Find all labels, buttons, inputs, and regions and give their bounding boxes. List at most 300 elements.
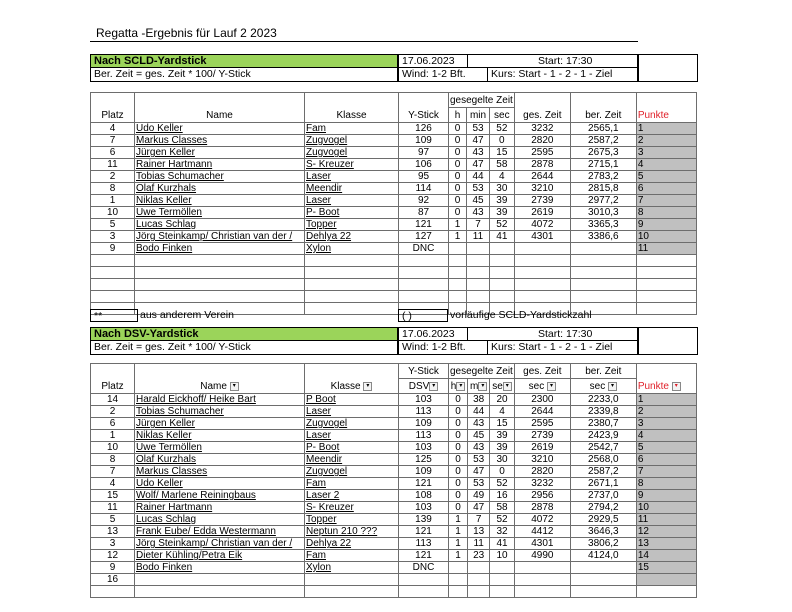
cell-punkte: 13 [636, 538, 696, 550]
cell-sec: 4 [490, 406, 515, 418]
col-name[interactable]: Name ▾ [135, 364, 305, 394]
empty-cell [449, 255, 467, 267]
cell-ber-zeit: 2587,2 [570, 466, 636, 478]
cell-platz: 12 [91, 550, 135, 562]
cell-sec: 32 [490, 526, 515, 538]
col-h: h [449, 108, 467, 123]
col-punkte[interactable]: Punkte ▾ [636, 364, 696, 394]
cell-punkte: 11 [636, 243, 696, 255]
empty-cell [305, 586, 399, 598]
cell-min: 7 [468, 514, 490, 526]
cell-punkte: 7 [636, 195, 696, 207]
table-row [91, 514, 697, 526]
cell-platz: 6 [91, 147, 135, 159]
cell-min: 38 [468, 394, 490, 406]
cell-min [468, 562, 490, 574]
filter-dropdown-icon[interactable]: ▾ [503, 382, 512, 391]
col-min[interactable]: m ▾ [468, 379, 490, 394]
cell-klasse: Dehlya 22 [305, 538, 399, 550]
table-row [91, 442, 697, 454]
empty-cell [490, 586, 515, 598]
cell-min: 44 [467, 171, 490, 183]
empty-cell [135, 255, 305, 267]
cell-min: 45 [467, 195, 490, 207]
cell-ystick: 109 [399, 466, 449, 478]
cell-klasse: Dehlya 22 [305, 231, 399, 243]
start-cell: Start: 17:30 [468, 54, 638, 68]
filter-dropdown-icon[interactable]: ▾ [547, 382, 556, 391]
cell-platz: 1 [91, 195, 135, 207]
cell-ber-zeit: 2815,8 [570, 183, 636, 195]
cell-punkte: 10 [636, 502, 696, 514]
table-row [91, 147, 697, 159]
col-punkte: Punkte [636, 93, 696, 123]
header-row [91, 364, 697, 379]
cell-ystick: 114 [399, 183, 449, 195]
cell-name: Jürgen Keller [135, 147, 305, 159]
results-table-dsv [90, 363, 697, 598]
empty-cell [449, 279, 467, 291]
wind-cell: Wind: 1-2 Bft. [398, 68, 488, 82]
cell-ges-zeit: 2300 [514, 394, 570, 406]
empty-cell [91, 291, 135, 303]
cell-platz: 4 [91, 478, 135, 490]
cell-punkte [636, 574, 696, 586]
empty-cell [489, 267, 514, 279]
cell-platz: 14 [91, 394, 135, 406]
cell-name: Jörg Steinkamp/ Christian van der / [135, 231, 305, 243]
cell-ber-zeit: 3365,3 [570, 219, 636, 231]
cell-platz: 9 [91, 562, 135, 574]
col-sec: sec [489, 108, 514, 123]
empty-cell [570, 291, 636, 303]
cell-min: 53 [468, 478, 490, 490]
page-title: Regatta -Ergebnis für Lauf 2 2023 [96, 26, 277, 40]
cell-ber-zeit: 2565,1 [570, 123, 636, 135]
title-divider [90, 41, 638, 42]
section-heading: Nach DSV-Yardstick [94, 328, 199, 340]
cell-h: 0 [449, 207, 467, 219]
filter-dropdown-icon[interactable]: ▾ [478, 382, 487, 391]
cell-h: 1 [449, 538, 468, 550]
table-row [91, 430, 697, 442]
cell-ges-zeit: 4412 [514, 526, 570, 538]
cell-min: 44 [468, 406, 490, 418]
cell-platz: 10 [91, 442, 135, 454]
empty-cell [91, 586, 135, 598]
cell-ystick: 97 [399, 147, 449, 159]
cell-ber-zeit: 2794,2 [570, 502, 636, 514]
cell-ges-zeit [514, 243, 570, 255]
cell-name: Niklas Keller [135, 430, 305, 442]
section-heading-bar [90, 54, 398, 68]
empty-cell [449, 267, 467, 279]
cell-klasse: Laser [305, 430, 399, 442]
empty-cell [305, 291, 399, 303]
cell-punkte: 4 [636, 159, 696, 171]
cell-platz: 9 [91, 243, 135, 255]
cell-sec [489, 243, 514, 255]
col-ystick: Y-Stick [399, 364, 449, 379]
cell-ystick: 121 [399, 550, 449, 562]
cell-h: 0 [449, 394, 468, 406]
cell-name: Jürgen Keller [135, 418, 305, 430]
cell-klasse: P- Boot [305, 207, 399, 219]
cell-name: Bodo Finken [135, 243, 305, 255]
cell-ges-zeit [514, 562, 570, 574]
cell-ystick: 113 [399, 406, 449, 418]
cell-name: Markus Classes [135, 135, 305, 147]
cell-ber-zeit: 2929,5 [570, 514, 636, 526]
table-row [91, 183, 697, 195]
table-row [91, 490, 697, 502]
table-row [91, 574, 697, 586]
col-ystick: Y-Stick [399, 93, 449, 123]
cell-ber-zeit: 2568,0 [570, 454, 636, 466]
col-dsv[interactable]: DSV ▾ [399, 379, 449, 394]
cell-ber-zeit: 3806,2 [570, 538, 636, 550]
table-row [91, 502, 697, 514]
empty-cell [570, 255, 636, 267]
cell-name: Jörg Steinkamp/ Christian van der / [135, 538, 305, 550]
cell-klasse: P- Boot [305, 442, 399, 454]
cell-min: 47 [467, 159, 490, 171]
empty-cell [636, 267, 696, 279]
cell-min: 43 [468, 442, 490, 454]
cell-ber-zeit: 2783,2 [570, 171, 636, 183]
empty-cell [636, 291, 696, 303]
cell-h: 0 [449, 442, 468, 454]
empty-cell [570, 586, 636, 598]
empty-cell [135, 267, 305, 279]
filter-dropdown-icon[interactable]: ▾ [429, 382, 438, 391]
table-row [91, 207, 697, 219]
cell-ystick: 108 [399, 490, 449, 502]
cell-ystick: DNC [399, 243, 449, 255]
section-heading-bar [90, 327, 398, 341]
empty-cell [514, 279, 570, 291]
cell-ber-zeit [570, 574, 636, 586]
cell-klasse: Xylon [305, 562, 399, 574]
cell-ges-zeit: 2619 [514, 207, 570, 219]
filter-dropdown-icon[interactable]: ▾ [456, 382, 465, 391]
cell-name: Lucas Schlag [135, 219, 305, 231]
cell-h [449, 562, 468, 574]
table-row [91, 478, 697, 490]
empty-cell [399, 279, 449, 291]
cell-h: 0 [449, 183, 467, 195]
cell-punkte: 2 [636, 135, 696, 147]
cell-ber-zeit: 3386,6 [570, 231, 636, 243]
cell-sec: 58 [490, 502, 515, 514]
cell-name: Frank Eube/ Edda Westermann [135, 526, 305, 538]
cell-name: Tobias Schumacher [135, 406, 305, 418]
cell-h: 1 [449, 231, 467, 243]
empty-cell [636, 586, 696, 598]
empty-row [91, 255, 697, 267]
cell-platz: 4 [91, 123, 135, 135]
table-row [91, 454, 697, 466]
col-min: min [467, 108, 490, 123]
col-gesegelte-zeit: gesegelte Zeit [449, 364, 515, 379]
cell-h: 0 [449, 123, 467, 135]
cell-ystick: 92 [399, 195, 449, 207]
cell-name: Udo Keller [135, 123, 305, 135]
cell-sec: 20 [490, 394, 515, 406]
cell-ges-zeit: 4990 [514, 550, 570, 562]
cell-name: Uwe Termöllen [135, 442, 305, 454]
col-ber-zeit: ber. Zeit [570, 93, 636, 123]
cell-name: Markus Classes [135, 466, 305, 478]
cell-h: 0 [449, 502, 468, 514]
cell-h: 0 [449, 418, 468, 430]
empty-row [91, 267, 697, 279]
cell-platz: 2 [91, 171, 135, 183]
table-row [91, 538, 697, 550]
cell-platz: 5 [91, 219, 135, 231]
cell-platz: 8 [91, 183, 135, 195]
cell-klasse: Meendir [305, 183, 399, 195]
cell-h [449, 574, 468, 586]
cell-klasse: S- Kreuzer [305, 502, 399, 514]
table-row [91, 466, 697, 478]
cell-sec: 52 [490, 514, 515, 526]
formula-cell: Ber. Zeit = ges. Zeit * 100/ Y-Stick [90, 68, 398, 82]
table-row [91, 550, 697, 562]
cell-sec: 0 [489, 135, 514, 147]
cell-platz: 11 [91, 159, 135, 171]
cell-ges-zeit: 2878 [514, 502, 570, 514]
cell-h: 1 [449, 514, 468, 526]
cell-ges-zeit: 4301 [514, 538, 570, 550]
cell-ystick: 113 [399, 430, 449, 442]
cell-min: 43 [467, 207, 490, 219]
cell-platz: 7 [91, 135, 135, 147]
cell-min: 47 [468, 466, 490, 478]
course-cell: Kurs: Start - 1 - 2 - 1 - Ziel [488, 341, 638, 355]
cell-min: 49 [468, 490, 490, 502]
cell-punkte: 8 [636, 207, 696, 219]
cell-ges-zeit [514, 574, 570, 586]
col-klasse: Klasse [305, 93, 399, 123]
cell-sec: 41 [489, 231, 514, 243]
empty-cell [467, 255, 490, 267]
empty-cell [305, 255, 399, 267]
cell-klasse: Zugvogel [305, 418, 399, 430]
col-klasse[interactable]: Klasse ▾ [305, 364, 399, 394]
cell-sec: 39 [489, 207, 514, 219]
cell-sec: 52 [489, 123, 514, 135]
cell-h: 1 [449, 219, 467, 231]
cell-h: 0 [449, 159, 467, 171]
cell-min: 43 [467, 147, 490, 159]
cell-min: 45 [468, 430, 490, 442]
cell-ystick: 87 [399, 207, 449, 219]
col-platz[interactable]: Platz [91, 364, 135, 394]
cell-sec: 15 [489, 147, 514, 159]
cell-ystick: 103 [399, 502, 449, 514]
cell-h: 1 [449, 550, 468, 562]
cell-klasse: Laser [305, 195, 399, 207]
empty-cell [636, 303, 696, 315]
col-sec[interactable]: se ▾ [490, 379, 515, 394]
col-ges-sec[interactable]: sec ▾ [514, 379, 570, 394]
empty-cell [449, 586, 468, 598]
table-row [91, 562, 697, 574]
cell-klasse: Meendir [305, 454, 399, 466]
cell-ber-zeit: 3646,3 [570, 526, 636, 538]
filter-dropdown-icon[interactable]: ▾ [672, 382, 681, 391]
table-row [91, 171, 697, 183]
cell-platz: 2 [91, 406, 135, 418]
empty-cell [399, 586, 449, 598]
cell-min: 23 [468, 550, 490, 562]
table-row [91, 123, 697, 135]
cell-ystick: DNC [399, 562, 449, 574]
cell-ber-zeit: 2380,7 [570, 418, 636, 430]
cell-name: Olaf Kurzhals [135, 183, 305, 195]
empty-cell [399, 291, 449, 303]
cell-klasse: S- Kreuzer [305, 159, 399, 171]
cell-punkte: 1 [636, 394, 696, 406]
cell-punkte: 6 [636, 183, 696, 195]
cell-ber-zeit: 2339,8 [570, 406, 636, 418]
cell-ges-zeit: 2595 [514, 418, 570, 430]
cell-ber-zeit: 2715,1 [570, 159, 636, 171]
cell-min: 11 [467, 231, 490, 243]
cell-sec: 52 [490, 478, 515, 490]
cell-klasse: P Boot [305, 394, 399, 406]
cell-min: 53 [468, 454, 490, 466]
note-star-text: aus anderem Verein [140, 309, 234, 321]
empty-cell [636, 279, 696, 291]
cell-ges-zeit: 2644 [514, 171, 570, 183]
empty-cell [570, 267, 636, 279]
cell-ges-zeit: 2595 [514, 147, 570, 159]
cell-ystick: 126 [399, 123, 449, 135]
empty-cell [305, 303, 399, 315]
cell-platz: 10 [91, 207, 135, 219]
cell-h [449, 243, 467, 255]
cell-klasse: Topper [305, 514, 399, 526]
cell-ystick: 103 [399, 442, 449, 454]
cell-min: 7 [467, 219, 490, 231]
filter-dropdown-icon[interactable]: ▾ [230, 382, 239, 391]
cell-sec: 41 [490, 538, 515, 550]
cell-name [135, 574, 305, 586]
cell-punkte: 14 [636, 550, 696, 562]
note-star-box: ** [90, 309, 138, 322]
cell-punkte: 15 [636, 562, 696, 574]
cell-name: Wolf/ Marlene Reiningbaus [135, 490, 305, 502]
cell-ber-zeit: 2977,2 [570, 195, 636, 207]
col-name: Name [135, 93, 305, 123]
col-h[interactable]: h ▾ [449, 379, 468, 394]
header-row [91, 93, 697, 108]
course-cell: Kurs: Start - 1 - 2 - 1 - Ziel [488, 68, 638, 82]
date-cell: 17.06.2023 [398, 327, 468, 341]
cell-sec [490, 574, 515, 586]
empty-cell [468, 586, 490, 598]
cell-punkte: 8 [636, 478, 696, 490]
cell-min [467, 243, 490, 255]
cell-ber-zeit [570, 243, 636, 255]
cell-sec: 10 [490, 550, 515, 562]
empty-cell [489, 291, 514, 303]
cell-klasse: Laser [305, 406, 399, 418]
cell-h: 0 [449, 195, 467, 207]
empty-cell [514, 586, 570, 598]
cell-name: Rainer Hartmann [135, 159, 305, 171]
cell-ber-zeit [570, 562, 636, 574]
cell-ystick [399, 574, 449, 586]
cell-ystick: 121 [399, 526, 449, 538]
cell-name: Niklas Keller [135, 195, 305, 207]
table-row [91, 418, 697, 430]
cell-platz: 11 [91, 502, 135, 514]
empty-cell [467, 279, 490, 291]
cell-ges-zeit: 2820 [514, 135, 570, 147]
cell-name: Bodo Finken [135, 562, 305, 574]
cell-sec [490, 562, 515, 574]
empty-cell [305, 279, 399, 291]
empty-row [91, 291, 697, 303]
cell-ber-zeit: 2671,1 [570, 478, 636, 490]
cell-sec: 0 [490, 466, 515, 478]
col-ber-sec[interactable]: sec ▾ [570, 379, 636, 394]
cell-ber-zeit: 2675,3 [570, 147, 636, 159]
cell-ystick: 121 [399, 478, 449, 490]
empty-cell [135, 586, 305, 598]
cell-min: 53 [467, 183, 490, 195]
cell-platz: 5 [91, 514, 135, 526]
cell-ber-zeit: 2737,0 [570, 490, 636, 502]
empty-cell [135, 291, 305, 303]
cell-ges-zeit: 2739 [514, 195, 570, 207]
cell-punkte: 10 [636, 231, 696, 243]
filter-dropdown-icon[interactable]: ▾ [608, 382, 617, 391]
cell-ystick: 103 [399, 394, 449, 406]
cell-platz: 6 [91, 418, 135, 430]
cell-h: 0 [449, 490, 468, 502]
cell-sec: 16 [490, 490, 515, 502]
empty-cell [91, 255, 135, 267]
cell-name: Uwe Termöllen [135, 207, 305, 219]
cell-klasse [305, 574, 399, 586]
cell-punkte: 6 [636, 454, 696, 466]
note-paren-text: vorläufige SCLD-Yardstickzahl [450, 309, 592, 321]
cell-ges-zeit: 3232 [514, 123, 570, 135]
empty-cell [467, 291, 490, 303]
table-row [91, 195, 697, 207]
filter-dropdown-icon[interactable]: ▾ [363, 382, 372, 391]
cell-punkte: 11 [636, 514, 696, 526]
cell-klasse: Fam [305, 123, 399, 135]
cell-sec: 52 [489, 219, 514, 231]
empty-cell [399, 267, 449, 279]
cell-min: 53 [467, 123, 490, 135]
empty-cell [135, 279, 305, 291]
cell-platz: 3 [91, 231, 135, 243]
cell-punkte: 12 [636, 526, 696, 538]
cell-ystick: 109 [399, 418, 449, 430]
col-ber-zeit: ber. Zeit [570, 364, 636, 379]
table-row [91, 406, 697, 418]
cell-ges-zeit: 4301 [514, 231, 570, 243]
table-row [91, 394, 697, 406]
table-row [91, 243, 697, 255]
cell-klasse: Zugvogel [305, 466, 399, 478]
